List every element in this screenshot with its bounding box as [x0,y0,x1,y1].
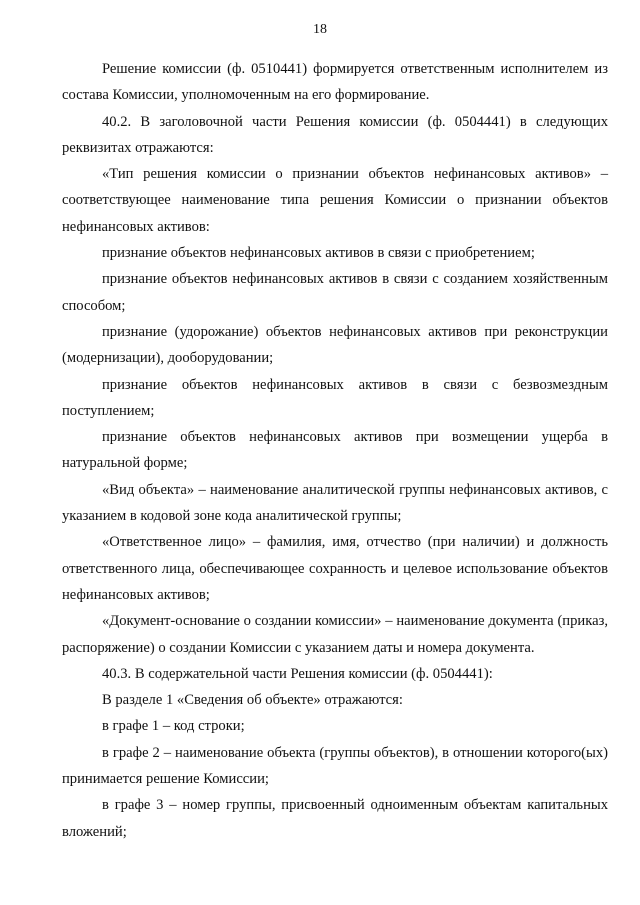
paragraph: 40.2. В заголовочной части Решения комиссии (ф. 0504441) в следующих реквизитах отражаются: [62,113,608,156]
paragraph: признание (удорожание) объектов нефинансовых активов при реконструкции (модернизации), дооборудовании; [62,323,608,367]
paragraph: признание объектов нефинансовых активов в связи с приобретением; [102,245,535,262]
document-body [62,56,608,845]
paragraph: «Тип решения комиссии о признании объектов нефинансовых активов» – соответствующее наименование типа решения Комиссии о признании объектов нефинансовых активов: [62,166,608,235]
paragraph: признание объектов нефинансовых активов в связи с созданием хозяйственным способом; [62,271,608,314]
paragraph: признание объектов нефинансовых активов при возмещении ущерба в натуральной форме; [62,429,608,472]
paragraph: Решение комиссии (ф. 0510441) формируется ответственным исполнителем из состава Комиссии, уполномоченным на его формирование. [62,61,608,104]
paragraph: «Документ-основание о создании комиссии» – наименование документа (приказ, распоряжение) о создании Комиссии с указанием даты и номера документа. [62,613,608,656]
paragraph: «Вид объекта» – наименование аналитической группы нефинансовых активов, с указанием в кодовой зоне кода аналитической группы; [62,481,608,525]
paragraph: «Ответственное лицо» – фамилия, имя, отчество (при наличии) и должность ответственного лица, обеспечивающее сохранность и целевое использование объектов нефинансовых активов; [62,534,608,603]
paragraph: В разделе 1 «Сведения об объекте» отражаются: [102,692,403,709]
paragraph: признание объектов нефинансовых активов в связи с безвозмездным поступлением; [62,376,608,419]
page-number: 18 [313,22,327,37]
paragraph: в графе 3 – номер группы, присвоенный одноименным объектам капитальных вложений; [62,797,608,840]
paragraph: в графе 1 – код строки; [102,718,245,735]
paragraph: в графе 2 – наименование объекта (группы объектов), в отношении которого(ых) принимается решение Комиссии; [62,744,608,788]
paragraph: 40.3. В содержательной части Решения комиссии (ф. 0504441): [102,665,493,682]
